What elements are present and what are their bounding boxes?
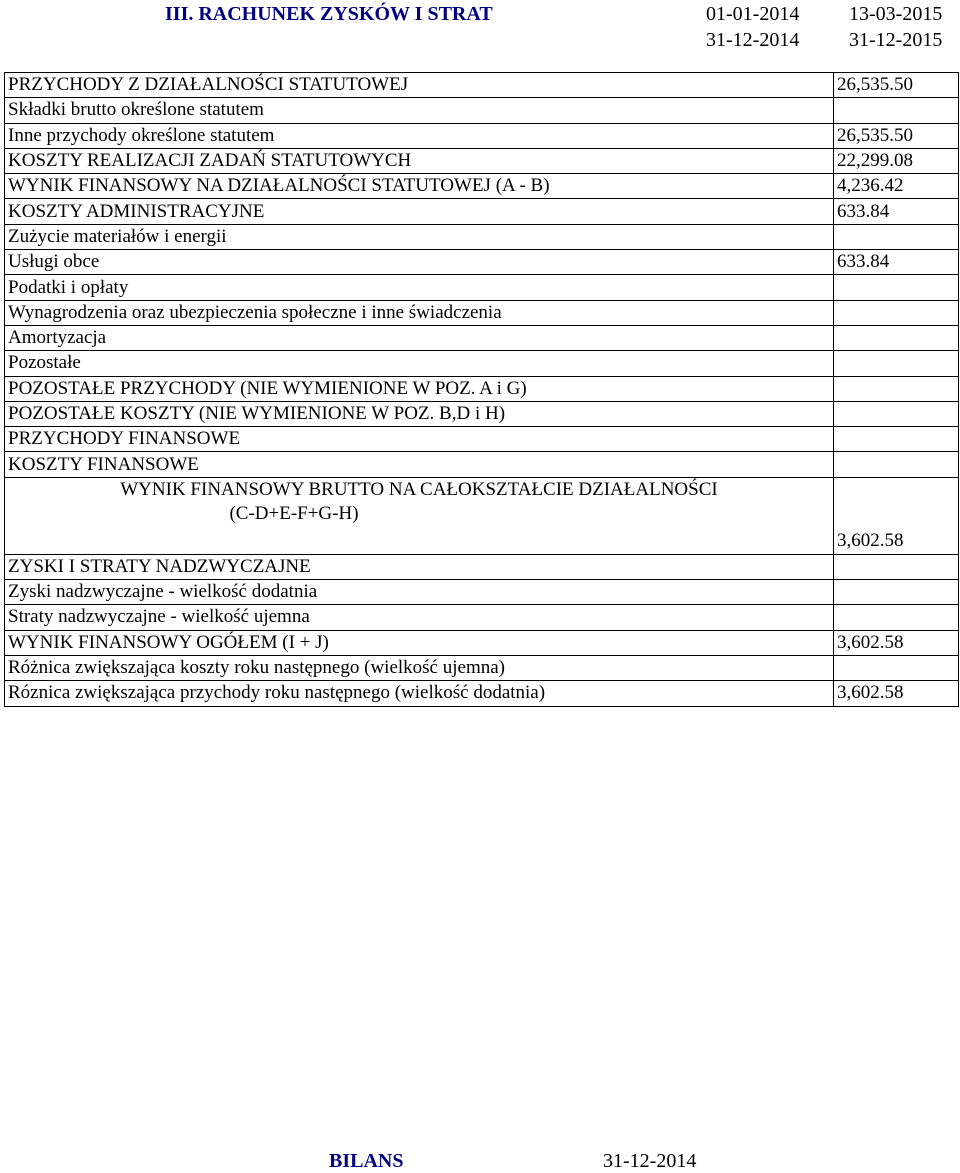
row-value <box>834 427 959 452</box>
period1-start: 01-01-2014 <box>706 3 800 25</box>
row-label: ZYSKI I STRATY NADZWYCZAJNE <box>5 554 834 579</box>
row-label: Straty nadzwyczajne - wielkość ujemna <box>5 605 834 630</box>
row-value: 26,535.50 <box>834 73 959 98</box>
row-label: POZOSTAŁE PRZYCHODY (NIE WYMIENIONE W POZ. A i G) <box>5 376 834 401</box>
income-statement-table <box>4 72 959 707</box>
row-label: Podatki i opłaty <box>5 275 834 300</box>
row-label: KOSZTY ADMINISTRACYJNE <box>5 199 834 224</box>
row-value: 22,299.08 <box>834 148 959 173</box>
row-label: Składki brutto określone statutem <box>5 98 834 123</box>
row-value <box>834 655 959 680</box>
period2-start: 13-03-2015 <box>849 3 943 25</box>
period1-end: 31-12-2014 <box>706 29 800 51</box>
row-label: Zyski nadzwyczajne - wielkość dodatnia <box>5 580 834 605</box>
table-row <box>5 199 959 224</box>
row-value <box>834 554 959 579</box>
row-label: Usługi obce <box>5 250 834 275</box>
row-label: POZOSTAŁE KOSZTY (NIE WYMIENIONE W POZ. B,D i H) <box>5 401 834 426</box>
row-label: WYNIK FINANSOWY OGÓŁEM (I + J) <box>5 630 834 655</box>
row-label: Zużycie materiałów i energii <box>5 224 834 249</box>
table-row <box>5 351 959 376</box>
table-row <box>5 148 959 173</box>
row-value <box>834 401 959 426</box>
row-label: WYNIK FINANSOWY NA DZIAŁALNOŚCI STATUTOWEJ (A - B) <box>5 174 834 199</box>
table-row <box>5 655 959 680</box>
table-row <box>5 275 959 300</box>
row-label: Inne przychody określone statutem <box>5 123 834 148</box>
table-row <box>5 452 959 477</box>
table-row <box>5 224 959 249</box>
row-label: KOSZTY FINANSOWE <box>5 452 834 477</box>
table-row <box>5 427 959 452</box>
table-row <box>5 98 959 123</box>
gross-result-row <box>5 477 959 554</box>
row-label: PRZYCHODY Z DZIAŁALNOŚCI STATUTOWEJ <box>5 73 834 98</box>
footer-date: 31-12-2014 <box>603 1150 697 1172</box>
table-row <box>5 73 959 98</box>
gross-result-line1: WYNIK FINANSOWY BRUTTO NA CAŁOKSZTAŁCIE DZIAŁALNOŚCI <box>120 478 718 500</box>
gross-result-value: 3,602.58 <box>834 477 959 554</box>
table-row <box>5 376 959 401</box>
row-value <box>834 605 959 630</box>
footer-title: BILANS <box>329 1150 404 1172</box>
table-row <box>5 401 959 426</box>
row-value: 3,602.58 <box>834 630 959 655</box>
row-value: 26,535.50 <box>834 123 959 148</box>
row-value <box>834 376 959 401</box>
table-row <box>5 325 959 350</box>
row-value: 3,602.58 <box>834 681 959 706</box>
row-value <box>834 452 959 477</box>
row-label: Różnica zwiększająca koszty roku następnego (wielkość ujemna) <box>5 655 834 680</box>
table-row <box>5 605 959 630</box>
row-value <box>834 275 959 300</box>
gross-result-label <box>5 477 834 554</box>
row-value <box>834 300 959 325</box>
period2-end: 31-12-2015 <box>849 29 943 51</box>
row-label: Wynagrodzenia oraz ubezpieczenia społeczne i inne świadczenia <box>5 300 834 325</box>
table-row <box>5 580 959 605</box>
report-title: III. RACHUNEK ZYSKÓW I STRAT <box>165 3 493 25</box>
gross-result-line2: (C-D+E-F+G-H) <box>229 502 359 524</box>
row-value <box>834 351 959 376</box>
row-label: Róznica zwiększająca przychody roku następnego (wielkość dodatnia) <box>5 681 834 706</box>
table-row <box>5 554 959 579</box>
table-row <box>5 300 959 325</box>
table-row <box>5 250 959 275</box>
table-row <box>5 630 959 655</box>
row-value <box>834 224 959 249</box>
table-row <box>5 123 959 148</box>
row-value: 633.84 <box>834 250 959 275</box>
table-row <box>5 681 959 706</box>
row-label: KOSZTY REALIZACJI ZADAŃ STATUTOWYCH <box>5 148 834 173</box>
table-row <box>5 174 959 199</box>
row-label: Pozostałe <box>5 351 834 376</box>
row-value: 633.84 <box>834 199 959 224</box>
row-label: PRZYCHODY FINANSOWE <box>5 427 834 452</box>
row-label: Amortyzacja <box>5 325 834 350</box>
row-value <box>834 580 959 605</box>
row-value: 4,236.42 <box>834 174 959 199</box>
row-value <box>834 98 959 123</box>
row-value <box>834 325 959 350</box>
